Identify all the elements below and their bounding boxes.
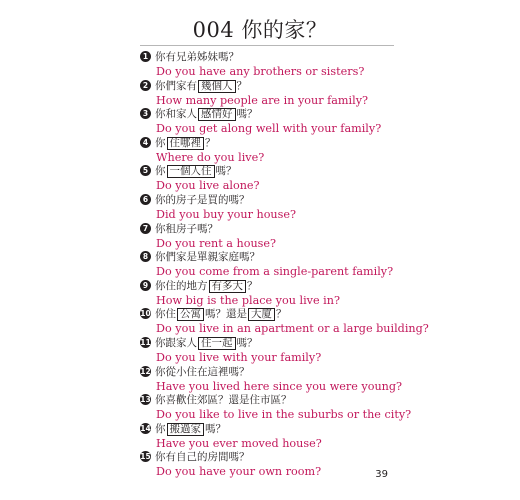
chinese-text	[155, 136, 216, 150]
chinese-line	[140, 307, 400, 321]
chinese-segment: 你有兄弟姊妹嗎？	[155, 51, 239, 63]
chinese-segment: 你住的地方	[155, 279, 208, 292]
phrase-entry	[140, 250, 400, 279]
english-translation: How many people are in your family?	[156, 93, 369, 107]
phrase-entry	[140, 164, 400, 193]
chinese-line	[140, 193, 400, 207]
phrase-list	[140, 50, 429, 479]
page-number: 39	[375, 469, 388, 480]
chinese-segment: 你從小住在這裡嗎？	[155, 365, 250, 378]
chinese-segment: 你和家人	[155, 108, 197, 121]
phrase-entry	[140, 50, 400, 79]
chinese-segment: 你跟家人	[155, 336, 197, 349]
chinese-line	[140, 250, 400, 264]
chinese-segment: ？	[247, 279, 258, 292]
title-divider	[140, 45, 394, 46]
chinese-line	[140, 79, 400, 93]
english-translation: Did you buy your house?	[156, 207, 296, 221]
english-translation: Have you lived here since you were young?	[156, 379, 403, 393]
phrase-entry	[140, 79, 400, 108]
chinese-segment: 你	[155, 165, 166, 178]
chinese-line	[140, 422, 400, 436]
number-badge: 14	[140, 423, 151, 433]
chinese-text	[155, 79, 247, 93]
chinese-segment: 你們家有	[155, 79, 197, 92]
phrase-entry	[140, 136, 400, 165]
boxed-keyword: 住一起	[198, 337, 236, 350]
chinese-segment: 嗎？	[236, 108, 258, 121]
chinese-segment: 嗎？	[205, 422, 226, 435]
chinese-text	[155, 193, 250, 207]
chinese-segment: 你有自己的房間嗎？	[155, 451, 250, 464]
number-badge: 15	[140, 452, 151, 462]
english-translation: Do you live with your family?	[156, 350, 322, 364]
number-badge: 8	[140, 251, 151, 262]
english-translation: Do you get along well with your family?	[156, 122, 382, 136]
phrase-entry	[140, 193, 400, 222]
boxed-keyword: 公寓	[177, 308, 204, 321]
chinese-line	[140, 336, 400, 350]
number-badge: 12	[140, 366, 151, 376]
chinese-segment: 嗎？還是	[205, 308, 247, 321]
chinese-text	[155, 336, 258, 350]
chinese-text	[155, 450, 250, 464]
chinese-text	[155, 222, 218, 236]
chinese-line	[140, 136, 400, 150]
chinese-text	[155, 422, 226, 436]
chinese-segment: 嗎？	[236, 336, 258, 349]
english-translation: Do you come from a single-parent family?	[156, 265, 394, 279]
chinese-segment: ？	[205, 136, 216, 149]
number-badge: 13	[140, 395, 151, 405]
english-translation: Do you have your own room?	[156, 465, 322, 479]
phrase-entry	[140, 450, 400, 479]
page-title: 004 你的家？	[192, 18, 328, 42]
chinese-text	[155, 365, 250, 379]
english-translation: Have you ever moved house?	[156, 436, 322, 450]
chinese-segment: 你	[155, 136, 166, 149]
phrase-entry	[140, 307, 429, 336]
chinese-line	[140, 279, 400, 293]
phrase-entry	[140, 393, 412, 422]
number-badge: 6	[140, 194, 151, 205]
number-badge: 5	[140, 165, 151, 176]
chinese-line	[140, 365, 400, 379]
english-translation: Do you rent a house?	[156, 236, 277, 250]
boxed-keyword: 住哪裡	[167, 137, 205, 150]
number-badge: 1	[140, 51, 151, 62]
chinese-text	[155, 250, 260, 264]
phrase-entry	[140, 222, 400, 251]
chinese-segment: 你住	[155, 308, 176, 321]
chinese-segment: ？	[236, 79, 247, 92]
chinese-text	[155, 279, 258, 293]
number-badge: 2	[140, 80, 151, 91]
boxed-keyword: 有多大	[209, 280, 247, 293]
english-translation: Where do you live?	[156, 150, 265, 164]
phrase-entry	[140, 279, 400, 308]
boxed-keyword: 感情好	[198, 108, 236, 121]
number-badge: 11	[140, 337, 151, 347]
english-translation: Do you live alone?	[156, 179, 260, 193]
chinese-segment: 你喜歡住郊區？還是住市區？	[155, 394, 292, 407]
boxed-keyword: 搬過家	[167, 423, 205, 436]
boxed-keyword: 大廈	[248, 308, 275, 321]
phrase-entry	[140, 336, 400, 365]
chinese-segment: 你的房子是買的嗎？	[155, 193, 250, 206]
chinese-text	[155, 164, 237, 178]
chinese-text	[155, 107, 258, 121]
chinese-line	[140, 107, 400, 121]
number-badge: 7	[140, 223, 151, 234]
chinese-segment: ？	[276, 308, 287, 321]
english-translation: How big is the place you live in?	[156, 293, 340, 307]
chinese-line	[140, 450, 400, 464]
boxed-keyword: 幾個人	[198, 80, 236, 93]
english-translation: Do you live in an apartment or a large building?	[156, 322, 429, 336]
chinese-line	[140, 50, 400, 64]
number-badge: 10	[140, 309, 151, 319]
number-badge: 9	[140, 280, 151, 291]
number-badge: 4	[140, 137, 151, 148]
chinese-text	[155, 50, 239, 64]
phrase-entry	[140, 107, 400, 136]
chinese-line	[140, 393, 400, 407]
chinese-line	[140, 222, 400, 236]
number-badge: 3	[140, 108, 151, 119]
phrase-entry	[140, 365, 403, 394]
english-translation: Do you have any brothers or sisters?	[156, 65, 365, 78]
chinese-text	[155, 393, 292, 407]
chinese-segment: 你們家是單親家庭嗎？	[155, 251, 260, 264]
chinese-text	[155, 307, 287, 321]
boxed-keyword: 一個人住	[167, 165, 215, 178]
chinese-segment: 你	[155, 422, 166, 435]
chinese-segment: 嗎？	[215, 165, 237, 178]
phrase-entry	[140, 422, 400, 451]
chinese-segment: 你租房子嗎？	[155, 222, 218, 235]
chinese-line	[140, 164, 400, 178]
english-translation: Do you like to live in the suburbs or the city?	[156, 408, 412, 422]
